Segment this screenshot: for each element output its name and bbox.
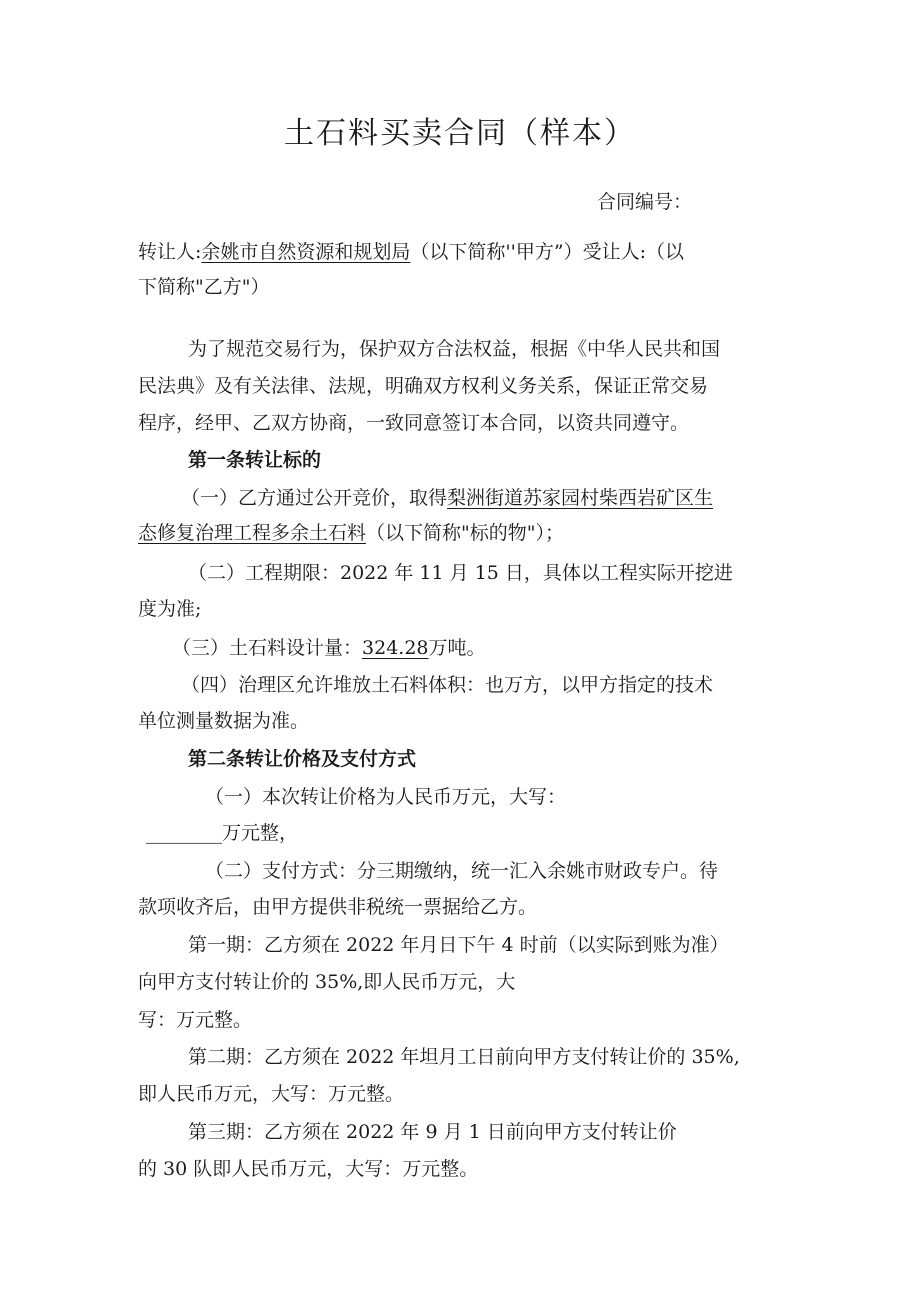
phase-2-line-2: 即人民币万元，大写：万元整。 — [138, 1083, 405, 1105]
article-1-item-4-line-1: （四）治理区允许堆放土石料体积：也万方，以甲方指定的技术 — [181, 674, 714, 696]
transferor-label: 转让人: — [138, 241, 202, 263]
article-1-item-2-line-2: 度为准; — [138, 598, 202, 620]
phase-1-line-1: 第一期：乙方须在 2022 年月日下午 4 时前（以实际到账为准） — [188, 934, 729, 956]
article-2-item-1-line-2: ________万元整， — [146, 822, 299, 844]
document-title: 土石料买卖合同（样本） — [284, 116, 636, 151]
article-2-heading: 第二条转让价格及支付方式 — [188, 748, 417, 770]
article-1-item-3 — [172, 633, 486, 660]
item-3-suffix: 万吨。 — [428, 637, 486, 659]
article-1-item-1-line-2 — [138, 518, 564, 545]
contract-number-label: 合同编号： — [597, 191, 693, 213]
article-1-item-1-line-1 — [181, 483, 713, 510]
phase-3-line-1: 第三期：乙方须在 2022 年 9 月 1 日前向甲方支付转让价 — [188, 1121, 677, 1143]
article-2-item-1-line-1: （一）本次转让价格为人民币万元，大写： — [205, 786, 567, 808]
item-1-suffix: （以下简称"标的物"）； — [366, 522, 564, 544]
item-1-subject-a: 梨洲街道苏家园村柴西岩矿区生 — [447, 487, 714, 509]
article-1-item-2-line-1: （二）工程期限：2022 年 11 月 15 日，具体以工程实际开挖进 — [188, 562, 733, 584]
phase-3-line-2: 的 30 队即人民币万元，大写：万元整。 — [138, 1158, 479, 1180]
parties-line-1 — [138, 237, 684, 264]
article-2-item-2-line-1: （二）支付方式：分三期缴纳，统一汇入余姚市财政专户。待 — [205, 860, 719, 882]
intro-line-3: 程序，经甲、乙双方协商，一致同意签订本合同，以资共同遵守。 — [138, 412, 690, 434]
item-1-subject-b: 态修复治理工程多余土石料 — [138, 522, 367, 544]
design-volume-value: 324.28 — [362, 637, 429, 659]
parties-line-2: 下简称"乙方"） — [138, 276, 270, 298]
intro-line-1: 为了规范交易行为，保护双方合法权益，根据《中华人民共和国 — [188, 338, 721, 360]
article-2-item-2-line-2: 款项收齐后，由甲方提供非税统一票据给乙方。 — [138, 896, 538, 918]
parties-line-1-rest: （以下简称''甲方”）受让人:（以 — [410, 241, 684, 263]
transferor-name: 余姚市自然资源和规划局 — [201, 241, 411, 263]
article-1-item-4-line-2: 单位测量数据为准。 — [138, 710, 310, 732]
item-3-prefix: （三）土石料设计量： — [172, 637, 363, 659]
item-1-prefix: （一）乙方通过公开竞价，取得 — [181, 487, 448, 509]
phase-2-line-1: 第二期：乙方须在 2022 年坦月工日前向甲方支付转让价的 35%, — [188, 1046, 740, 1068]
intro-line-2: 民法典》及有关法律、法规，明确双方权利义务关系，保证正常交易 — [138, 375, 709, 397]
phase-1-line-2: 向甲方支付转让价的 35%,即人民币万元，大 — [138, 971, 516, 993]
phase-1-line-3: 写：万元整。 — [138, 1009, 253, 1031]
article-1-heading: 第一条转让标的 — [188, 449, 322, 471]
